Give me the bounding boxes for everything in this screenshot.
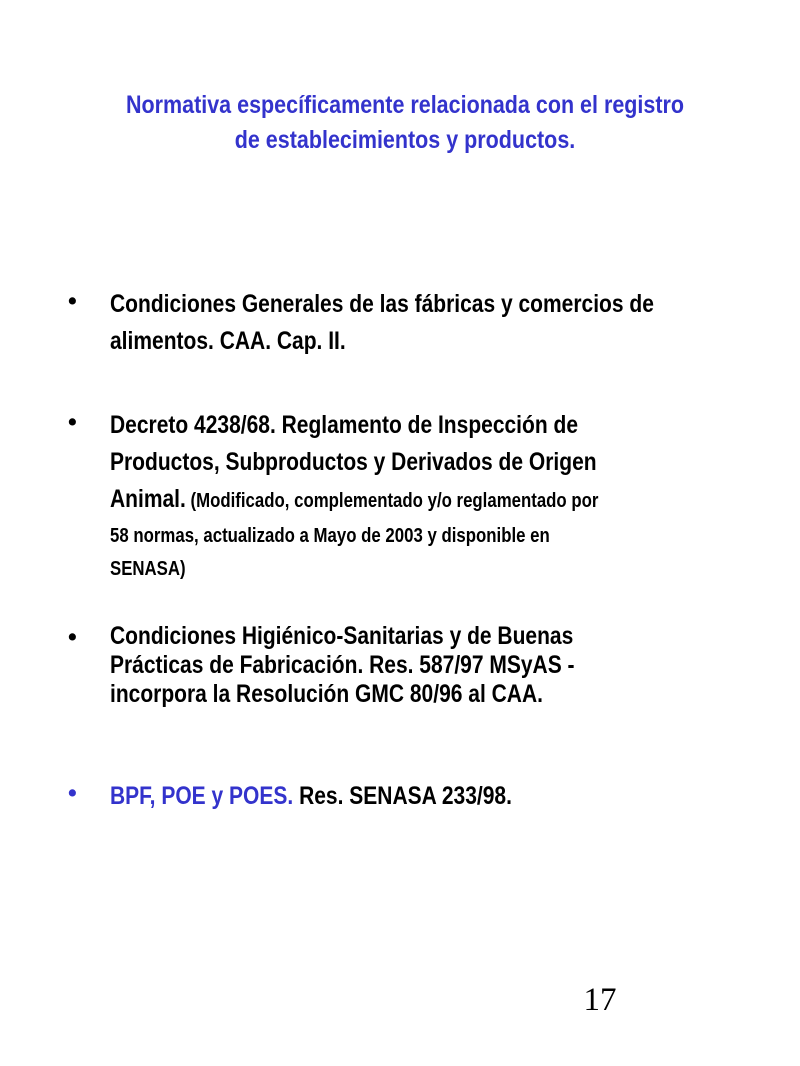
item-2-line-2: Productos, Subproductos y Derivados de Origen xyxy=(110,448,597,476)
list-item-text xyxy=(110,286,748,360)
bullet-icon: • xyxy=(68,408,77,436)
list-item-text xyxy=(110,407,748,586)
item-1-line-2: alimentos. CAA. Cap. II. xyxy=(110,327,346,355)
item-3-line-2: Prácticas de Fabricación. Res. 587/97 MSyAS - xyxy=(110,651,575,679)
item-3-line-1: Condiciones Higiénico-Sanitarias y de Buenas xyxy=(110,622,574,650)
title-line-2: de establecimientos y productos. xyxy=(234,126,576,154)
item-2-line-1: Decreto 4238/68. Reglamento de Inspección de xyxy=(110,411,579,439)
item-2-animal: Animal. xyxy=(110,485,186,513)
list-item-text xyxy=(110,622,748,709)
item-4-rest: Res. SENASA 233/98. xyxy=(293,782,512,810)
bullet-icon: • xyxy=(68,623,77,651)
item-2-note-start: (Modificado, complementado y/o reglamentado por xyxy=(185,490,599,512)
item-3-line-3: incorpora la Resolución GMC 80/96 al CAA. xyxy=(110,680,543,708)
item-4-line-1 xyxy=(110,778,748,815)
list-item-text xyxy=(110,778,748,815)
item-2-note-line-3: SENASA) xyxy=(110,558,186,580)
item-4-highlight: BPF, POE y POES. xyxy=(110,782,294,810)
bullet-icon: • xyxy=(68,287,77,315)
item-2-line-3 xyxy=(110,481,748,520)
item-2-note-line-2: 58 normas, actualizado a Mayo de 2003 y disponible en xyxy=(110,525,550,547)
bullet-icon: • xyxy=(68,779,77,807)
page-number: 17 xyxy=(583,982,617,1018)
title-line-1: Normativa específicamente relacionada con el registro xyxy=(125,91,685,119)
item-1-line-1: Condiciones Generales de las fábricas y comercios de xyxy=(110,290,654,318)
